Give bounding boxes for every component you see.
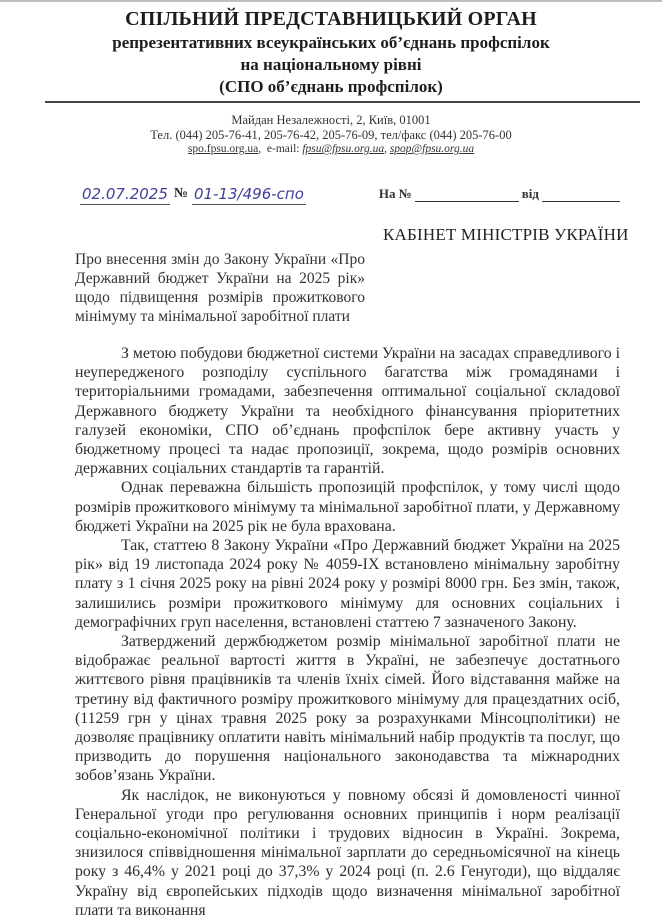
org-phones: Тел. (044) 205-76-41, 205-76-42, 205-76-09, тел/факс (044) 205-76-00 — [150, 128, 512, 142]
letter-subject: Про внесення змін до Закону України «Про Державний бюджет України на 2025 рік» щодо підвищення розмірів прожиткового мінімуму та мінімальної заробітної плати — [75, 251, 365, 325]
incoming-reference — [379, 185, 620, 205]
outgoing-registration — [80, 185, 306, 205]
reply-number-blank — [415, 201, 519, 202]
reply-date-blank — [542, 201, 620, 202]
org-subtitle-line-1: репрезентативних всеукраїнських об’єднань профспілок — [112, 33, 550, 52]
reply-number-label: На № — [378, 186, 412, 201]
email-link-1[interactable]: fpsu@fpsu.org.ua — [302, 143, 385, 155]
body-paragraph: Однак переважна більшість пропозицій профспілок, у тому числі щодо розмірів прожиткового мінімуму та мінімальної заробітної плати, у Державному бюджеті України на 2025 рік не була врахована. — [75, 479, 620, 535]
org-name: СПІЛЬНИЙ ПРЕДСТАВНИЦЬКИЙ ОРГАН — [125, 8, 537, 30]
body-paragraph: Так, статтею 8 Закону України «Про Державний бюджет України на 2025 рік» від 19 листопада 2024 року № 4059-IX встановлено мінімальну заробітну плату з 1 січня 2025 року на рівні 2024 року у розмірі 8000 грн. Без змін, також, залишились розміри прожиткового мінімуму для основних соціальних і демографічних груп населення, встановлені статтею 7 зазначеного Закону. — [75, 537, 620, 631]
email-link-2[interactable]: spop@fpsu.org.ua — [389, 143, 475, 155]
org-subtitle-line-2: на національному рівні — [240, 55, 422, 74]
body-paragraph: Затверджений держбюджетом розмір мінімальної заробітної плати не відображає реальної вартості життя в Україні, не забезпечує достатнього життєвого рівня працівників та членів їхніх сімей. Його відставання майже на третину від фактичного розміру прожиткового мінімуму для працездатних осіб, (11259 грн у цінах травня 2025 року за розрахунками Мінсоцполітики) не дозволяє працівнику оплатити навіть мінімальний набір продуктів та послуг, що призводить до порушення національного законодавства та міжнародних зобов’язань України. — [75, 633, 620, 785]
org-web-contacts — [0, 143, 662, 155]
handwritten-date: 02.07.2025 — [82, 185, 168, 203]
org-address: Майдан Незалежності, 2, Київ, 01001 — [231, 113, 431, 127]
letterhead-divider — [45, 101, 640, 103]
handwritten-registration-number: 01-13/496-спо — [193, 185, 304, 203]
page-top-border — [0, 0, 662, 2]
separator-comma: , — [384, 143, 390, 155]
letter-body — [75, 344, 620, 920]
body-paragraph: Як наслідок, не виконуються у повному обсязі й домовленості чинної Генеральної угоди про регулювання основних принципів і норм реалізації соціально-економічної політики і трудових відносин в Україні. Зокрема, знизилося співвідношення мінімальної зарплати до середньомісячної на кінець року з 46,4% у 2021 році до 37,3% у 2024 році (п. 2.6 Генугоди), що віддаляє Україну від європейських підходів щодо визначення мінімальної заробітної плати та виконання — [75, 786, 620, 919]
recipient: КАБІНЕТ МІНІСТРІВ УКРАЇНИ — [383, 225, 629, 244]
reply-date-label: від — [521, 186, 539, 201]
website-link[interactable]: spo.fpsu.org.ua — [187, 143, 259, 155]
org-abbreviation: (СПО об’єднань профспілок) — [219, 77, 443, 96]
separator-comma: , — [258, 143, 267, 155]
email-label: e-mail: — [266, 143, 300, 155]
number-sign: № — [173, 186, 188, 201]
body-paragraph: З метою побудови бюджетної системи України на засадах справедливого і неупередженого розподілу суспільного багатства між громадянами і територіальними громадами, забезпечення оптимальної соціальної складової Державного бюджету України та необхідного фінансування пріоритетних галузей економіки, СПО об’єднань профспілок бере активну участь у бюджетному процесі та надає пропозиції, зокрема, щодо розмірів основних державних соціальних стандартів та гарантій. — [75, 345, 620, 478]
registration-row — [80, 183, 620, 205]
